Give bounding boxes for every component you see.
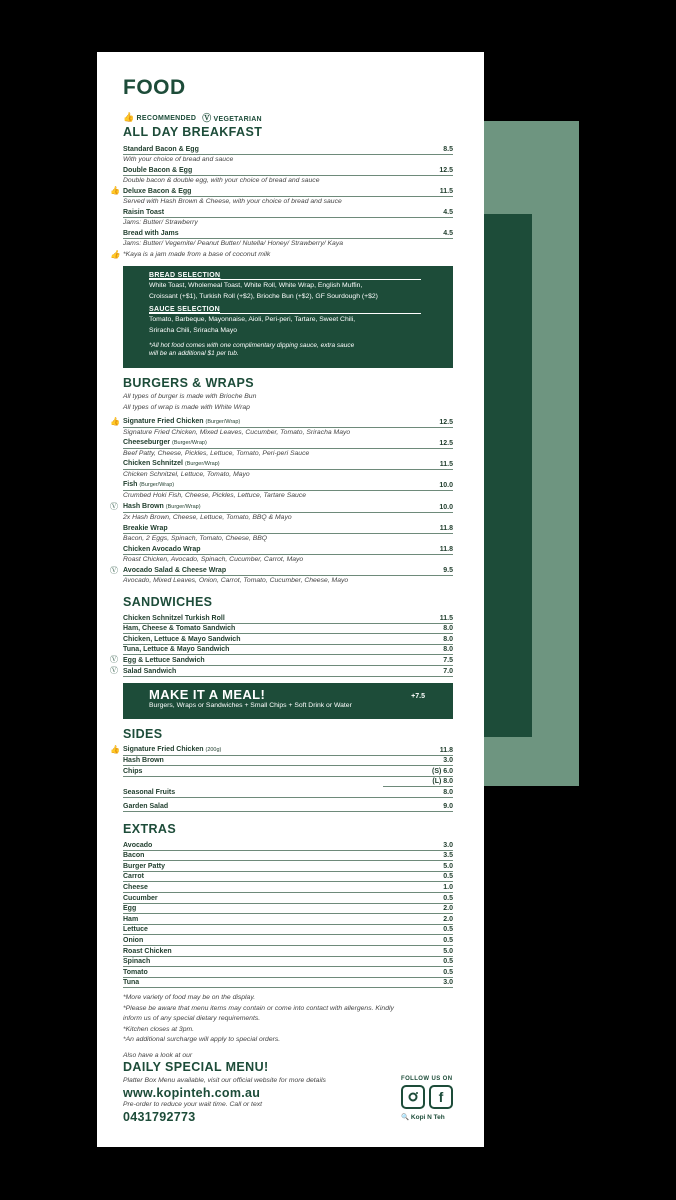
sauce-selection-title: SAUCE SELECTION bbox=[149, 306, 221, 313]
menu-item: Ⓥ Hash Brown (Burger/Wrap) 10.0 bbox=[110, 501, 453, 511]
menu-item: Chicken Avocado Wrap 11.8 bbox=[123, 545, 453, 553]
menu-item: Hash Brown 3.0 bbox=[123, 757, 453, 765]
platter-text: Platter Box Menu available, visit our official website for more details bbox=[123, 1077, 326, 1084]
menu-item: 👍 Signature Fried Chicken (200g) 11.8 bbox=[110, 745, 453, 754]
menu-item: Cucumber 0.5 bbox=[123, 894, 453, 902]
menu-item: (L) 8.0 bbox=[383, 777, 453, 788]
menu-item: Bread with Jams 4.5 bbox=[123, 230, 453, 238]
burgers-intro: All types of wrap is made with White Wrap bbox=[123, 403, 250, 411]
menu-item: Chicken Schnitzel (Burger/Wrap) 11.5 bbox=[123, 460, 453, 469]
menu-item: 👍 Signature Fried Chicken (Burger/Wrap) 12.5 bbox=[110, 417, 453, 427]
menu-item: Double Bacon & Egg 12.5 bbox=[123, 166, 453, 174]
menu-item: Standard Bacon & Egg 8.5 bbox=[123, 145, 453, 153]
thumbs-up-icon: 👍 bbox=[110, 745, 120, 754]
thumbs-up-icon: 👍 bbox=[110, 249, 120, 259]
also-text: Also have a look at our bbox=[123, 1052, 193, 1059]
daily-special-heading: DAILY SPECIAL MENU! bbox=[123, 1060, 269, 1074]
menu-item: Raisin Toast 4.5 bbox=[123, 209, 453, 217]
menu-item: Bacon 3.5 bbox=[123, 852, 453, 860]
menu-item: Seasonal Fruits 8.0 bbox=[123, 788, 453, 796]
section-heading-extras: EXTRAS bbox=[123, 822, 177, 836]
burgers-list bbox=[110, 392, 453, 587]
menu-item-desc: Jams: Butter/ Strawberry bbox=[123, 219, 198, 227]
menu-item-desc: Roast Chicken, Avocado, Spinach, Cucumber, Carrot, Mayo bbox=[123, 555, 304, 563]
menu-item-desc: Chicken Schnitzel, Lettuce, Tomato, Mayo bbox=[123, 471, 250, 479]
thumbs-up-icon: 👍 bbox=[110, 186, 120, 196]
legend-vegetarian: VEGETARIAN bbox=[213, 116, 262, 123]
menu-item: Avocado 3.0 bbox=[123, 841, 453, 849]
social-links bbox=[401, 1085, 453, 1109]
menu-item: Fish (Burger/Wrap) 10.0 bbox=[123, 481, 453, 490]
menu-item-desc: Bacon, 2 Eggs, Spinach, Tomato, Cheese, BBQ bbox=[123, 534, 268, 542]
menu-item: Carrot 0.5 bbox=[123, 873, 453, 881]
menu-item-desc: Crumbed Hoki Fish, Cheese, Pickles, Lettuce, Tartare Sauce bbox=[123, 492, 306, 500]
menu-item: Lettuce 0.5 bbox=[123, 926, 453, 934]
menu-item: Burger Patty 5.0 bbox=[123, 862, 453, 870]
sandwiches-list bbox=[110, 613, 453, 677]
sides-list bbox=[110, 745, 453, 812]
divider bbox=[149, 279, 421, 280]
menu-item: Roast Chicken 5.0 bbox=[123, 947, 453, 955]
section-heading-sandwiches: SANDWICHES bbox=[123, 595, 213, 609]
section-heading-sides: SIDES bbox=[123, 727, 163, 741]
phone-number[interactable]: 0431792773 bbox=[123, 1110, 196, 1124]
menu-item: Cheese 1.0 bbox=[123, 883, 453, 891]
bread-selection-text: White Toast, Wholemeal Toast, White Roll, White Wrap, English Muffin, Croissant (+$1), Turkish Roll (+$2), Brioche Bun (+$2), GF Sourdough (+$2) bbox=[149, 282, 378, 300]
menu-item: Chicken Schnitzel Turkish Roll 11.5 bbox=[123, 614, 453, 622]
leaf-icon: Ⓥ bbox=[110, 501, 118, 511]
follow-us-label: FOLLOW US ON bbox=[401, 1076, 453, 1082]
sauce-selection-text: Tomato, Barbeque, Mayonnaise, Aioli, Peri-peri, Tartare, Sweet Chili, Sriracha Chili, Sriracha Mayo bbox=[149, 316, 356, 334]
menu-item-desc: Beef Patty, Cheese, Pickles, Lettuce, Tomato, Peri-peri Sauce bbox=[123, 449, 310, 457]
menu-item: Breakie Wrap 11.8 bbox=[123, 524, 453, 532]
sauce-note: *All hot food comes with one complimentary dipping sauce, extra sauce will be an additional $1 per tub. bbox=[149, 342, 355, 357]
menu-item-desc: Jams: Butter/ Vegemite/ Peanut Butter/ Nutella/ Honey/ Strawberry/ Kaya bbox=[123, 240, 343, 248]
menu-item-desc: Signature Fried Chicken, Mixed Leaves, Cucumber, Tomato, Sriracha Mayo bbox=[123, 428, 351, 436]
menu-item: Ham, Cheese & Tomato Sandwich 8.0 bbox=[123, 625, 453, 633]
leaf-icon: Ⓥ bbox=[110, 565, 118, 575]
section-heading-breakfast: ALL DAY BREAKFAST bbox=[123, 125, 263, 139]
allergen-notes: *More variety of food may be on the display. *Please be aware that menu items may contain or come into contact with allergens. Kindly inform us of any special dietary requirements. *Kitchen closes at 3pm. *An additional surcharge will apply to special orders. bbox=[123, 994, 394, 1044]
search-icon: 🔍 bbox=[401, 1114, 410, 1121]
website-link[interactable]: www.kopinteh.com.au bbox=[123, 1086, 261, 1100]
menu-item-desc: Double bacon & double egg, with your choice of bread and sauce bbox=[123, 176, 320, 184]
divider bbox=[149, 313, 421, 314]
legend-recommended: RECOMMENDED bbox=[136, 115, 197, 122]
leaf-icon: Ⓥ bbox=[202, 113, 212, 123]
meal-deal-desc: Burgers, Wraps or Sandwiches + Small Chips + Soft Drink or Water bbox=[149, 702, 352, 709]
menu-item: Chicken, Lettuce & Mayo Sandwich 8.0 bbox=[123, 635, 453, 643]
kaya-note: 👍 *Kaya is a jam made from a base of coconut milk bbox=[110, 249, 271, 259]
menu-item: Cheeseburger (Burger/Wrap) 12.5 bbox=[123, 438, 453, 447]
thumbs-up-icon: 👍 bbox=[123, 112, 135, 122]
page-title: FOOD bbox=[123, 76, 186, 99]
menu-item: Garden Salad 9.0 bbox=[123, 802, 453, 810]
meal-deal-title: MAKE IT A MEAL! bbox=[149, 687, 266, 702]
menu-item-desc: Served with Hash Brown & Cheese, with your choice of bread and sauce bbox=[123, 197, 342, 205]
meal-deal-banner bbox=[123, 683, 453, 719]
menu-item: Ham 2.0 bbox=[123, 915, 453, 923]
section-heading-burgers: BURGERS & WRAPS bbox=[123, 376, 255, 390]
menu-item: Ⓥ Egg & Lettuce Sandwich 7.5 bbox=[110, 655, 453, 665]
meal-deal-price: +7.5 bbox=[411, 693, 425, 700]
menu-item: Tuna, Lettuce & Mayo Sandwich 8.0 bbox=[123, 646, 453, 654]
legend bbox=[123, 111, 262, 124]
menu-item-desc: 2x Hash Brown, Cheese, Lettuce, Tomato, BBQ & Mayo bbox=[123, 513, 292, 521]
preorder-text: Pre-order to reduce your wait time. Call or text bbox=[123, 1101, 263, 1108]
menu-item: Tomato 0.5 bbox=[123, 968, 453, 976]
leaf-icon: Ⓥ bbox=[110, 655, 118, 665]
menu-item: Ⓥ Avocado Salad & Cheese Wrap 9.5 bbox=[110, 565, 453, 575]
menu-item-desc: Avocado, Mixed Leaves, Onion, Carrot, Tomato, Cucumber, Cheese, Mayo bbox=[123, 577, 349, 585]
leaf-icon: Ⓥ bbox=[110, 665, 118, 675]
menu-item: 👍 Deluxe Bacon & Egg 11.5 bbox=[110, 186, 453, 196]
menu-item: Spinach 0.5 bbox=[123, 958, 453, 966]
breakfast-list bbox=[110, 144, 453, 261]
bread-selection-title: BREAD SELECTION bbox=[149, 272, 221, 279]
bread-sauce-selection bbox=[123, 266, 453, 368]
instagram-icon[interactable] bbox=[401, 1085, 425, 1109]
menu-item: Tuna 3.0 bbox=[123, 979, 453, 987]
menu-item: Ⓥ Salad Sandwich 7.0 bbox=[110, 665, 453, 675]
menu-page bbox=[97, 52, 484, 1147]
burgers-intro: All types of burger is made with Brioche Bun bbox=[123, 393, 257, 400]
menu-item: Onion 0.5 bbox=[123, 936, 453, 944]
menu-item: Egg 2.0 bbox=[123, 905, 453, 913]
extras-list bbox=[123, 840, 453, 988]
thumbs-up-icon: 👍 bbox=[110, 417, 120, 427]
menu-item-desc: With your choice of bread and sauce bbox=[123, 155, 234, 163]
facebook-icon[interactable]: f bbox=[429, 1085, 453, 1109]
social-handle: 🔍 Kopi N Teh bbox=[401, 1114, 445, 1121]
menu-item: Chips (S) 6.0 bbox=[123, 767, 453, 775]
